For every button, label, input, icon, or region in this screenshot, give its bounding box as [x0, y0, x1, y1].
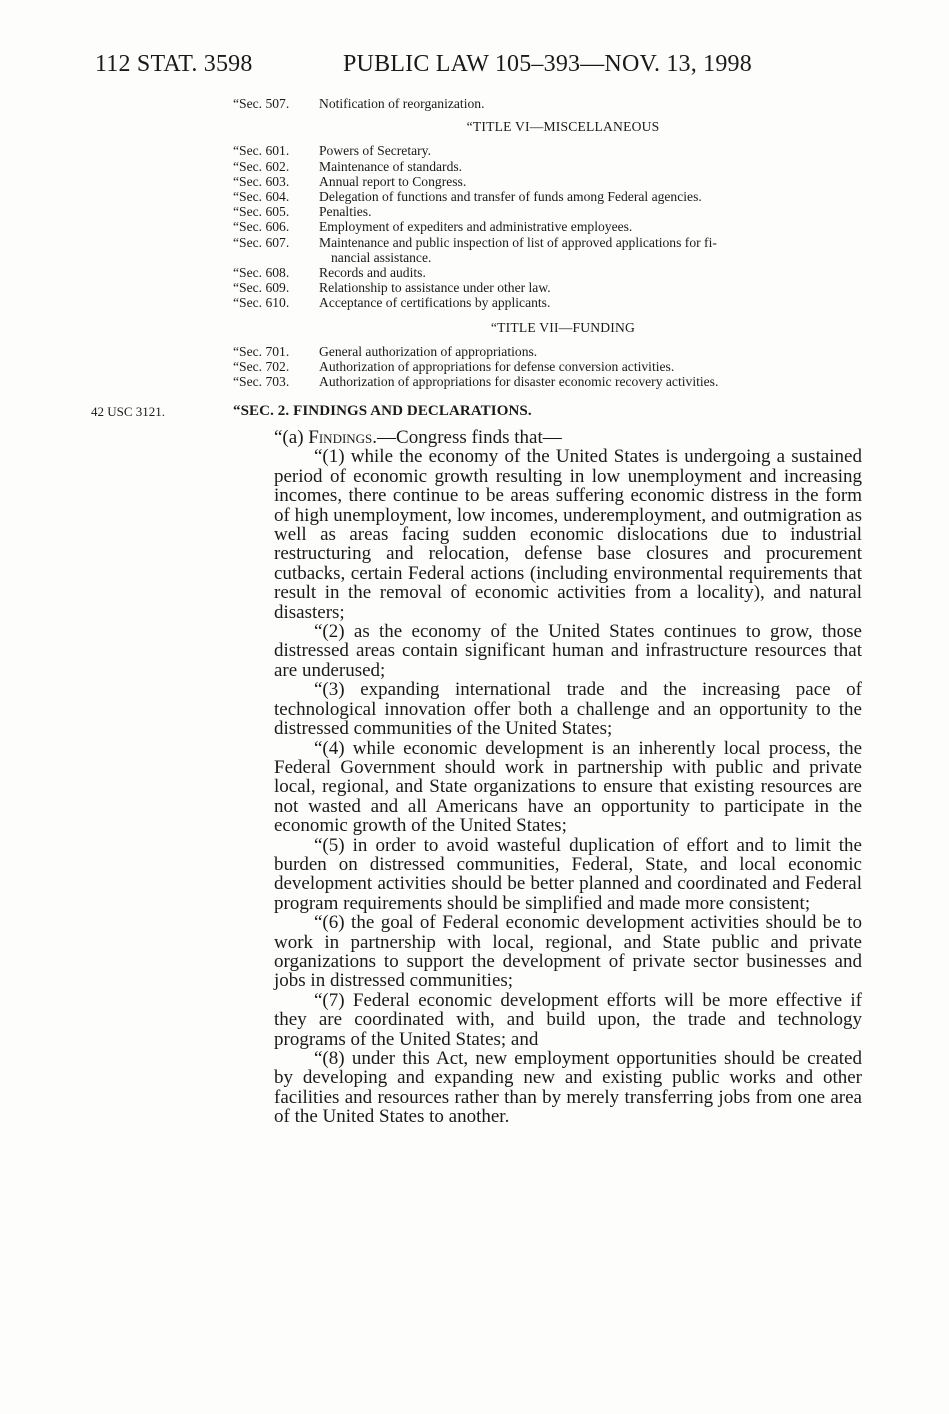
toc-section-number: “Sec. 603. — [233, 173, 290, 189]
toc-entry — [233, 359, 873, 374]
findings-prefix: “(a) — [274, 427, 309, 448]
toc-section-title-line: Maintenance and public inspection of list of approved applications for fi- — [319, 234, 717, 250]
toc-section-title: Delegation of functions and transfer of funds among Federal agencies. — [319, 189, 702, 205]
toc-title-vii: “TITLE VII—FUNDING — [490, 319, 636, 335]
findings-label: Findings — [308, 427, 373, 448]
toc-section-number: “Sec. 701. — [233, 343, 290, 359]
toc-entry — [233, 344, 873, 359]
toc-entry — [233, 204, 873, 219]
toc-entry — [233, 159, 873, 174]
finding-paragraph: “(2) as the economy of the United States continues to grow, those distressed areas contain significant human and infrastructure resources that are underused; — [274, 621, 862, 681]
toc-section-title: Authorization of appropriations for disaster economic recovery activities. — [319, 374, 719, 390]
toc-section-number: “Sec. 507. — [233, 96, 290, 111]
toc-section-title: Powers of Secretary. — [319, 143, 431, 159]
finding-paragraph: “(4) while economic development is an inherently local process, the Federal Government should work in partnership with public and private local, regional, and State organizations to ensure that existing resources are not wasted and all Americans have an opportunity to participate in the economic growth of the United States; — [274, 737, 862, 837]
toc-section-title: Records and audits. — [319, 265, 426, 281]
toc-section-title: Maintenance of standards. — [319, 158, 463, 174]
toc-section-number: “Sec. 702. — [233, 359, 290, 375]
toc-section-number: “Sec. 609. — [233, 280, 290, 296]
toc-section-title: Employment of expediters and administrative employees. — [319, 219, 633, 235]
toc-section-title: Relationship to assistance under other law. — [319, 280, 551, 296]
toc-entry — [233, 143, 873, 158]
toc-entry — [233, 295, 873, 310]
finding-paragraph: “(5) in order to avoid wasteful duplication of effort and to limit the burden on distressed communities, Federal, State, and local economic development activities should be better planned and coordinated and Federal program requirements should be simplified and made more consistent; — [274, 834, 862, 914]
toc-section-number: “Sec. 608. — [233, 265, 290, 281]
toc-section-number: “Sec. 602. — [233, 158, 290, 174]
toc-section-number: “Sec. 606. — [233, 219, 290, 235]
usc-marginal-note: 42 USC 3121. — [91, 404, 166, 419]
statute-page-number: 112 STAT. 3598 — [95, 51, 253, 77]
section-heading: “SEC. 2. FINDINGS AND DECLARATIONS. — [233, 403, 532, 419]
toc-section-number: “Sec. 610. — [233, 295, 290, 311]
toc-section-title — [319, 235, 873, 265]
toc-title-vi: “TITLE VI—MISCELLANEOUS — [466, 119, 660, 135]
section-body — [274, 428, 862, 1127]
toc-entry — [233, 189, 873, 204]
toc-section-title: Acceptance of certifications by applicants. — [319, 295, 551, 311]
toc-entry — [233, 374, 873, 389]
toc-section-title: General authorization of appropriations. — [319, 343, 538, 359]
toc-entry — [233, 265, 873, 280]
toc-section-title: Authorization of appropriations for defense conversion activities. — [319, 359, 675, 375]
toc-entry — [233, 219, 873, 234]
toc-entry — [233, 235, 873, 265]
toc-section-number: “Sec. 607. — [233, 234, 290, 250]
finding-paragraph: “(1) while the economy of the United States is undergoing a sustained period of economic growth resulting in low unemployment and increasing incomes, there continue to be areas suffering economic distress in the form of high unemployment, low incomes, underemployment, and outmigration as well as areas facing sudden economic dislocations due to industrial restructuring and relocation, defense base closures and procurement cutbacks, certain Federal actions (including environmental requirements that result in the removal of economic activities from a locality), and natural disasters; — [274, 446, 862, 623]
toc-entry — [233, 96, 873, 111]
finding-paragraph: “(3) expanding international trade and the increasing pace of technological innovation offer both a challenge and an opportunity to the distressed communities of the United States; — [274, 679, 862, 740]
toc-section-number: “Sec. 703. — [233, 374, 290, 390]
toc-entry — [233, 280, 873, 295]
public-law-title: PUBLIC LAW 105–393—NOV. 13, 1998 — [343, 51, 752, 77]
toc-section-title: Notification of reorganization. — [319, 96, 485, 111]
toc-section-title: Penalties. — [319, 204, 372, 220]
table-of-contents — [233, 96, 873, 389]
page-header — [95, 51, 795, 81]
toc-entry — [233, 174, 873, 189]
toc-section-number: “Sec. 601. — [233, 143, 290, 159]
toc-section-number: “Sec. 605. — [233, 204, 290, 220]
toc-section-number: “Sec. 604. — [233, 189, 290, 205]
finding-paragraph: “(8) under this Act, new employment opportunities should be created by developing and expanding new and existing public works and other facilities and resources rather than by merely transferring jobs from one area of the United States to another. — [274, 1048, 862, 1128]
finding-paragraph: “(7) Federal economic development efforts will be more effective if they are coordinated with, and build upon, the trade and technology programs of the United States; and — [274, 989, 862, 1050]
toc-section-title-continuation: nancial assistance. — [331, 249, 432, 265]
finding-paragraph: “(6) the goal of Federal economic development activities should be to work in partnership with local, regional, and State public and private organizations to support the development of private sector businesses and jobs in distressed communities; — [274, 912, 862, 992]
toc-section-title: Annual report to Congress. — [319, 173, 467, 189]
findings-suffix: .—Congress finds that— — [372, 427, 562, 448]
findings-intro — [264, 428, 862, 447]
